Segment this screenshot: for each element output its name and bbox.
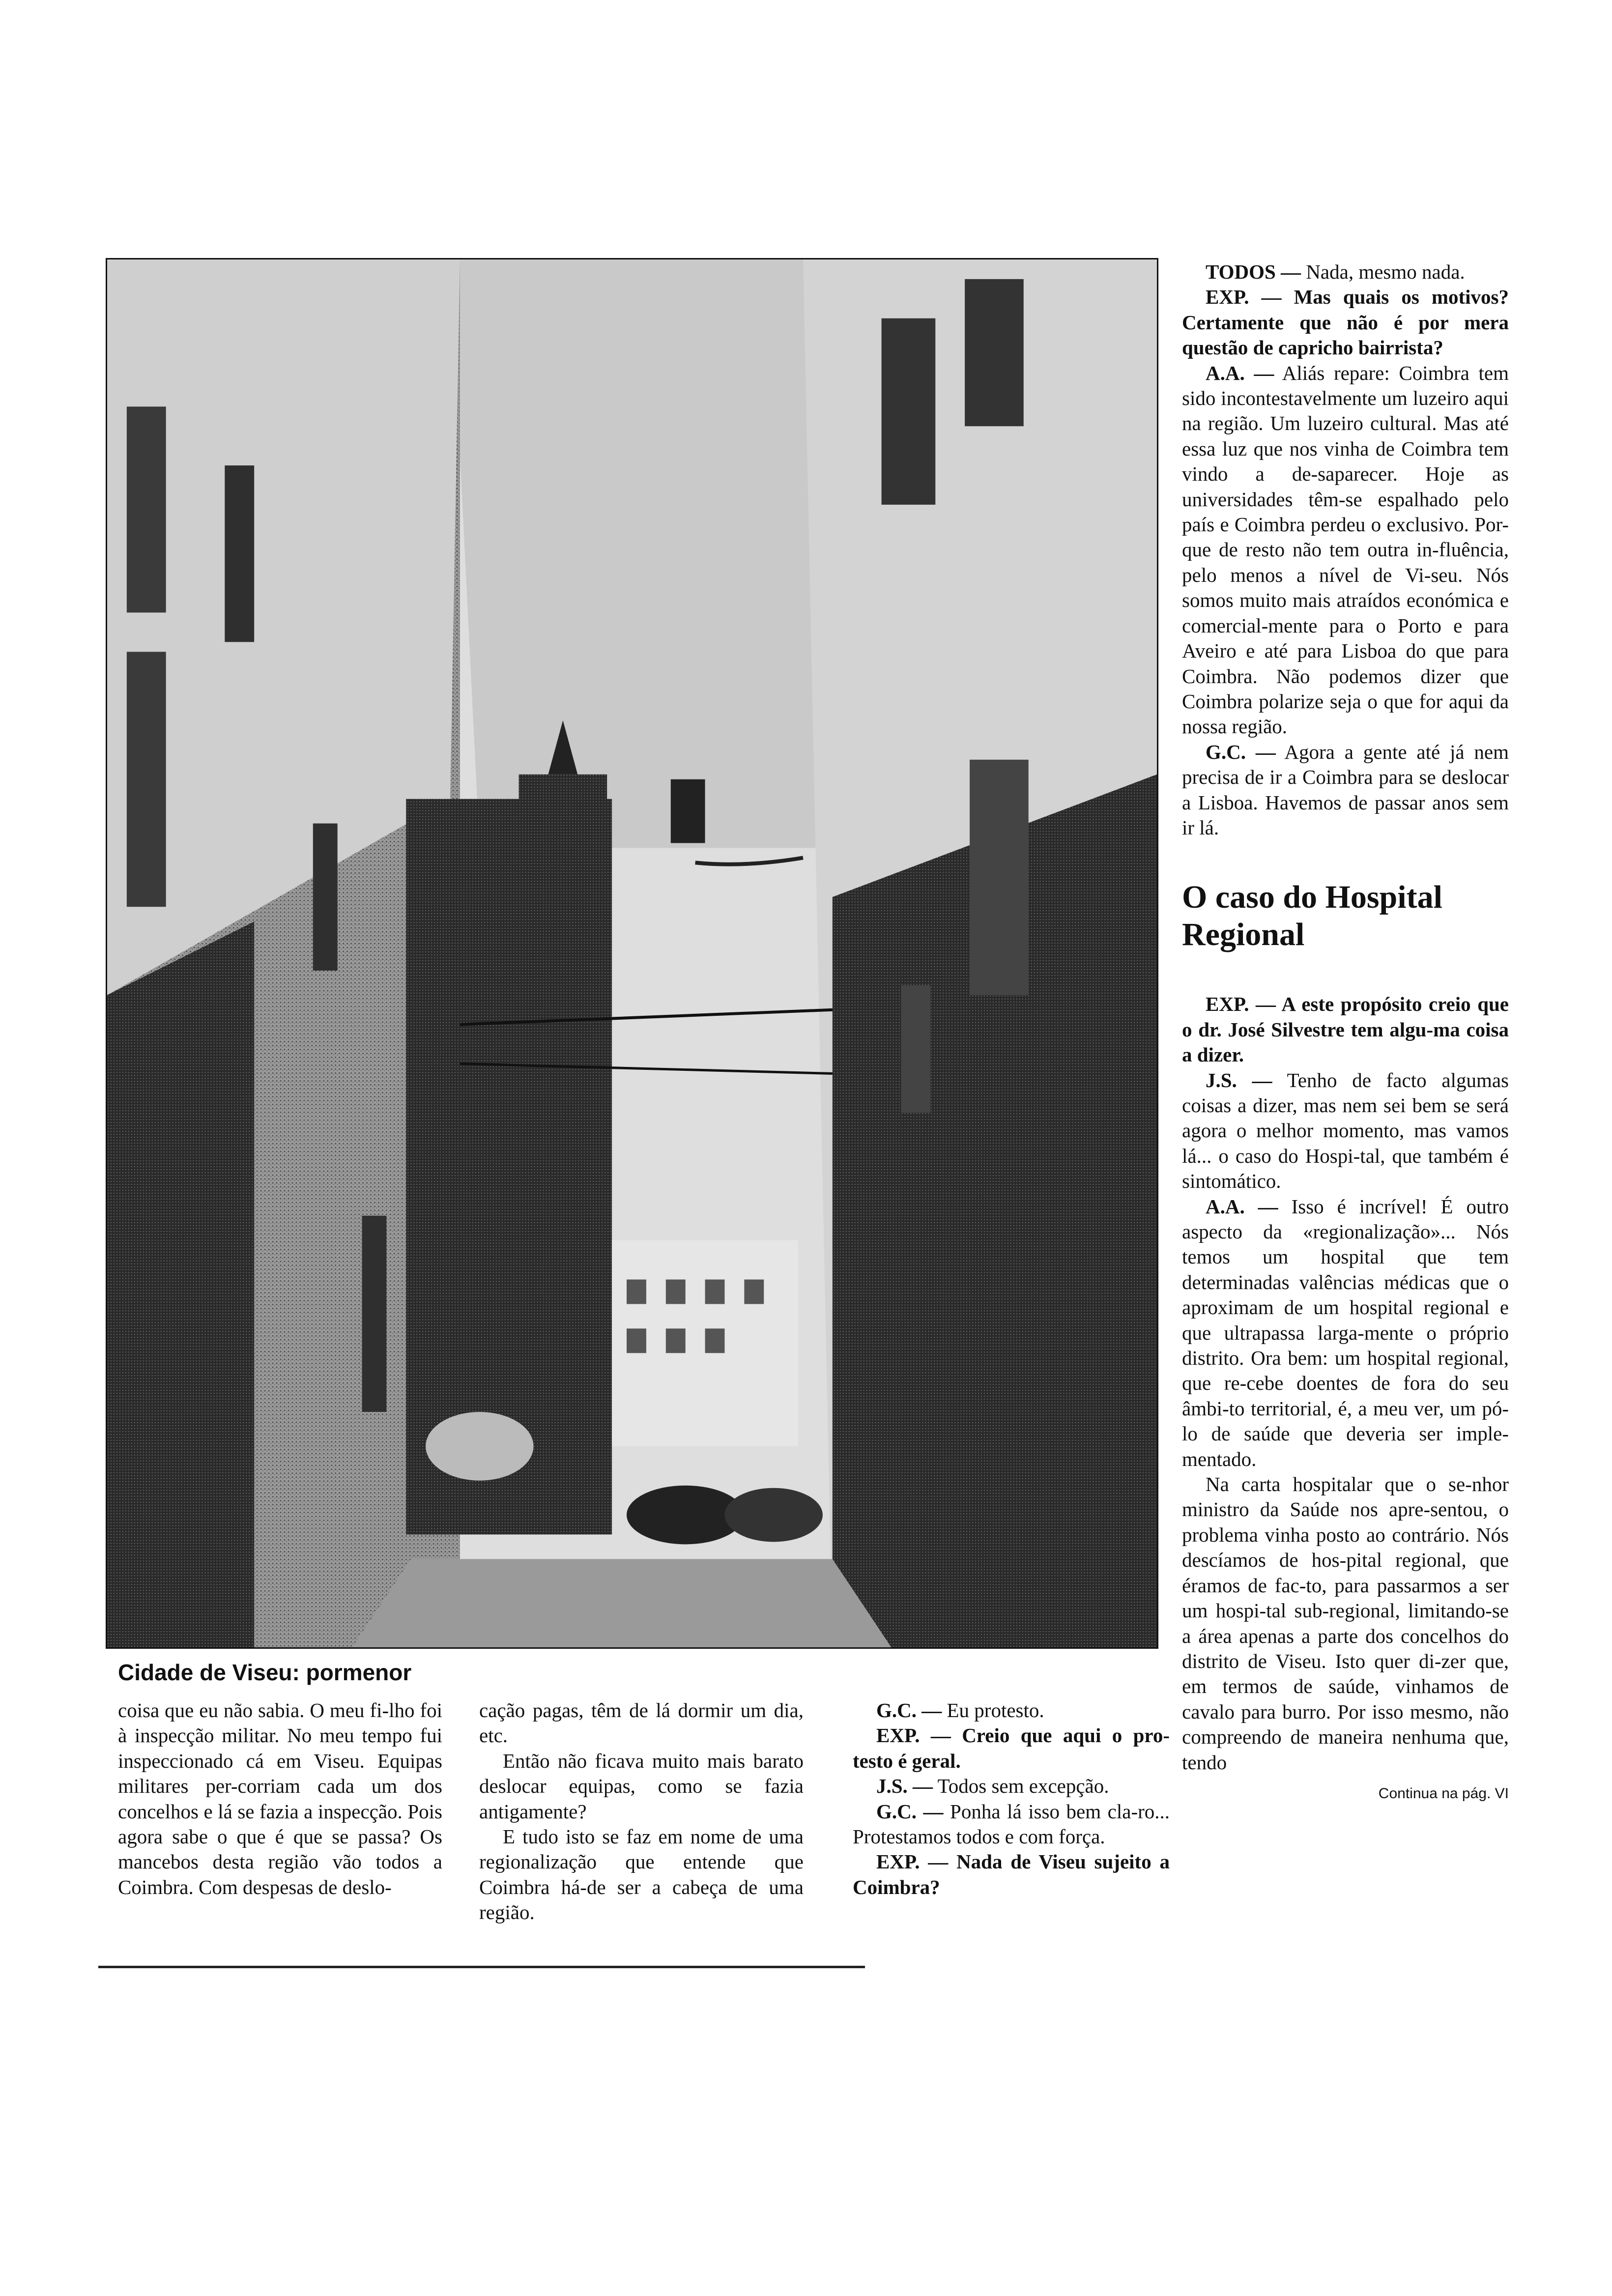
dialog-paragraph — [1182, 259, 1509, 285]
street-photo-drawing — [107, 259, 1157, 1647]
paragraph: coisa que eu não sabia. O meu fi-lho foi à inspecção militar. No meu tempo fui inspeccionado cá em Viseu. Equipas militares per-corriam cada um dos concelhos e lá se fazia a inspecção. Pois agora sabe o que é que se passa? Os mancebos desta região vão todos a Coimbra. Com despesas de deslo- — [118, 1699, 442, 1898]
dialog-text: Isso é incrível! É outro aspecto da «regionalização»... Nós temos um hospital que tem determinadas valências médicas que o aproximam de um hospital regional e que ultrapassa larga-mente o próprio distrito. Ora bem: um hospital regional, que re-cebe doentes de fora do seu âmbi-to territorial, é, a meu ver, um pó-lo de saúde que deveria ser imple-mentado. — [1182, 1195, 1509, 1470]
dialog-text: Creio que aqui o pro-testo é geral. — [853, 1724, 1170, 1772]
dialog-paragraph — [853, 1723, 1170, 1774]
dialog-text: Nada, mesmo nada. — [1301, 260, 1465, 283]
dialog-paragraph — [1182, 992, 1509, 1067]
speaker-label: EXP. — — [876, 1850, 949, 1873]
dialog-paragraph — [1182, 1068, 1509, 1194]
interview-block-bottom — [1182, 992, 1509, 1775]
speaker-label: J.S. — — [876, 1775, 933, 1798]
speaker-label: J.S. — — [1206, 1068, 1272, 1091]
dialog-paragraph — [1182, 1194, 1509, 1472]
dialog-paragraph — [853, 1698, 1170, 1723]
speaker-label: A.A. — — [1206, 361, 1274, 384]
article-column-1 — [118, 1698, 442, 1900]
speaker-label: G.C. — — [876, 1800, 944, 1823]
dialog-text: Ponha lá isso bem cla-ro... Protestamos todos e com força. — [853, 1800, 1170, 1848]
paragraph: Então não ficava muito mais barato deslocar equipas, como se fazia antigamente? — [479, 1749, 804, 1823]
bottom-rule — [98, 1966, 865, 1968]
article-column-3 — [853, 1698, 1170, 1900]
article-column-2 — [479, 1698, 804, 1925]
article-column-right — [1182, 259, 1509, 1806]
dialog-text: Agora a gente até já nem precisa de ir a Coimbra para se deslocar a Lisboa. Havemos de passar anos sem ir lá. — [1182, 740, 1509, 839]
paragraph: cação pagas, têm de lá dormir um dia, etc. — [479, 1699, 804, 1747]
dialog-paragraph — [1182, 740, 1509, 841]
section-heading: O caso do Hospital Regional — [1182, 879, 1442, 953]
paragraph: E tudo isto se faz em nome de uma regionalização que entende que Coimbra há-de ser a cabeça de uma região. — [479, 1825, 804, 1924]
speaker-label: TODOS — — [1206, 260, 1301, 283]
dialog-paragraph — [853, 1849, 1170, 1900]
dialog-text: Eu protesto. — [942, 1699, 1044, 1722]
speaker-label: G.C. — — [876, 1699, 942, 1722]
dialog-text: A este propósito creio que o dr. José Silvestre tem algu-ma coisa a dizer. — [1182, 993, 1509, 1066]
speaker-label: EXP. — — [876, 1724, 951, 1747]
speaker-label: EXP. — — [1206, 286, 1282, 309]
dialog-text: Mas quais os motivos? Certamente que não é por mera questão de capricho bairrista? — [1182, 286, 1509, 359]
dialog-text: Todos sem excepção. — [933, 1775, 1109, 1798]
photo-caption: Cidade de Viseu: pormenor — [118, 1660, 412, 1685]
interview-block-top — [1182, 259, 1509, 840]
dialog-text: Aliás repare: Coimbra tem sido incontestavelmente um luzeiro aqui na região. Um luzeiro cultural. Mas até essa luz que nos vinha de Coimbra tem vindo a de-saparecer. Hoje as universidades têm-se espalhado pelo país e Coimbra perdeu o exclusivo. Por-que de resto não tem outra in-fluência, pelo menos a nível de Vi-seu. Nós somos muito mais atraídos económica e comercial-mente para o Porto e para Aveiro e até para Lisboa do que para Coimbra. Não podemos dizer que Coimbra polarize seja o que for aqui da nossa região. — [1182, 361, 1509, 738]
speaker-label: A.A. — — [1206, 1195, 1278, 1218]
dialog-text: Nada de Viseu sujeito a Coimbra? — [853, 1850, 1170, 1898]
dialog-paragraph — [853, 1774, 1170, 1799]
dialog-paragraph — [853, 1799, 1170, 1850]
street-photo — [106, 258, 1158, 1649]
dialog-paragraph — [1182, 361, 1509, 740]
speaker-label: G.C. — — [1206, 740, 1276, 763]
dialog-text: Na carta hospitalar que o se-nhor ministro da Saúde nos apre-sentou, o problema vinha posto ao contrário. Nós descíamos de hos-pital regional, que éramos de fac-to, para passarmos a ser um hospi-tal sub-regional, limitando-se a área apenas a parte dos concelhos do distrito de Viseu. Isto quer di-zer que, em termos de saúde, vinhamos de cavalo para burro. Por isso mesmo, não compreendo de maneira nenhuma que, tendo — [1182, 1473, 1509, 1774]
dialog-paragraph — [1182, 1472, 1509, 1775]
dialog-text: Tenho de facto algumas coisas a dizer, mas nem sei bem se será agora o melhor momento, mas vamos lá... o caso do Hospi-tal, que também é sintomático. — [1182, 1068, 1509, 1193]
speaker-label: EXP. — — [1206, 993, 1276, 1016]
dialog-paragraph — [1182, 285, 1509, 360]
continued-note: Continua na pág. VI — [1378, 1785, 1509, 1802]
